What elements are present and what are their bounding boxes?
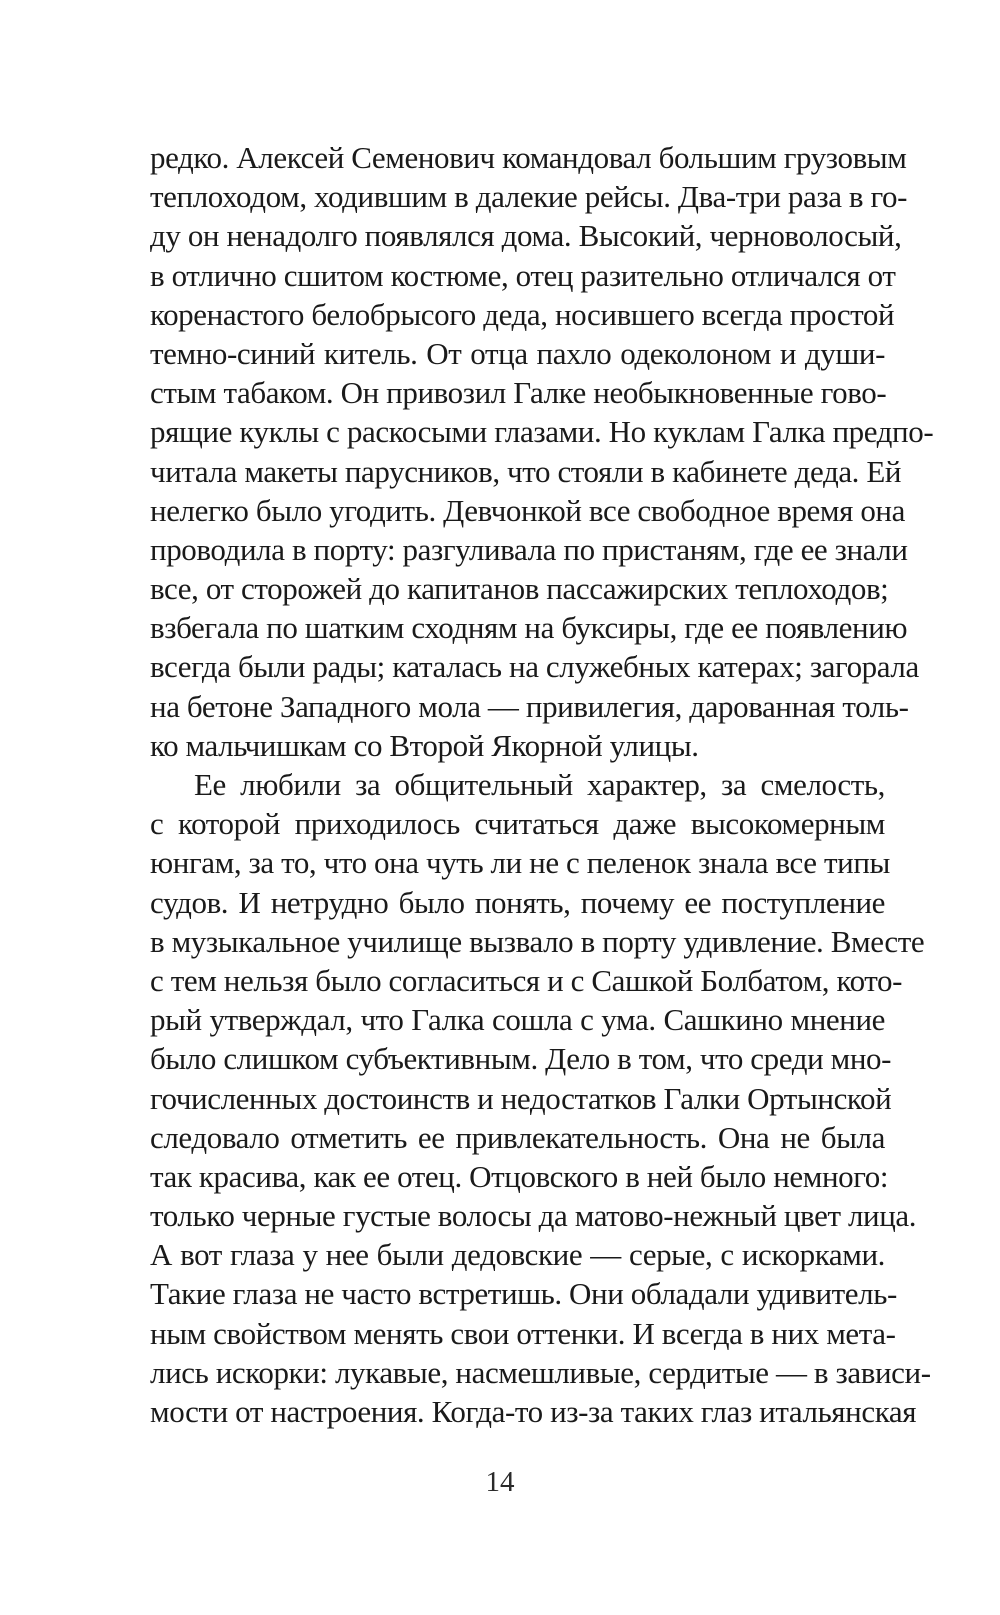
text-line: Ее любили за общительный характер, за смелость,: [194, 767, 885, 802]
text-line: ду он ненадолго появлялся дома. Высокий, черноволосый,: [150, 218, 902, 254]
text-line: коренастого белобрысого деда, носившего всегда простой: [150, 296, 895, 332]
text-line: Такие глаза не часто встретишь. Они обладали удивитель-: [150, 1276, 897, 1312]
text-line: все, от сторожей до капитанов пассажирских теплоходов;: [150, 571, 889, 607]
text-line: ко мальчишкам со Второй Якорной улицы.: [150, 727, 699, 763]
text-line: так красива, как ее отец. Отцовского в ней было немного:: [150, 1158, 889, 1194]
paragraph-1: [150, 138, 934, 765]
text-line: в отлично сшитом костюме, отец разительно отличался от: [150, 257, 896, 293]
text-line: рый утверждал, что Галка сошла с ума. Сашкино мнение: [150, 1002, 885, 1038]
text-line: мости от настроения. Когда-то из-за таких глаз итальянская: [150, 1394, 917, 1429]
text-line: редко. Алексей Семенович командовал большим грузовым: [150, 140, 907, 175]
text-line: гочисленных достоинств и недостатков Галки Ортынской: [150, 1080, 892, 1116]
text-line: проводила в порту: разгуливала по пристаням, где ее знали: [150, 531, 908, 567]
text-line: темно-синий китель. От отца пахло одеколоном и души-: [150, 335, 885, 371]
text-line: стым табаком. Он привозил Галке необыкновенные гово-: [150, 375, 887, 411]
text-line: юнгам, за то, что она чуть ли не с пеленок знала все типы: [150, 845, 890, 881]
text-line: было слишком субъективным. Дело в том, что среди мно-: [150, 1041, 892, 1077]
text-line: всегда были рады; каталась на служебных катерах; загорала: [150, 649, 919, 685]
text-line: судов. И нетрудно было понять, почему ее поступление: [150, 884, 885, 920]
paragraph-2: [150, 765, 931, 1431]
text-line: только черные густые волосы да матово-нежный цвет лица.: [150, 1198, 917, 1234]
text-line: следовало отметить ее привлекательность. Она не была: [150, 1119, 885, 1155]
text-line: ным свойством менять свои оттенки. И всегда в них мета-: [150, 1315, 896, 1351]
body-text: [150, 138, 934, 1431]
text-line: на бетоне Западного мола — привилегия, дарованная толь-: [150, 688, 909, 724]
text-line: нелегко было угодить. Девчонкой все свободное время она: [150, 492, 905, 528]
text-line: рящие куклы с раскосыми глазами. Но куклам Галка предпо-: [150, 414, 934, 450]
text-line: взбегала по шатким сходням на буксиры, где ее появлению: [150, 610, 908, 646]
text-line: с тем нельзя было согласиться и с Сашкой Болбатом, кото-: [150, 962, 903, 998]
text-line: А вот глаза у нее были дедовские — серые, с искорками.: [150, 1237, 885, 1273]
text-line: лись искорки: лукавые, насмешливые, сердитые — в зависи-: [150, 1354, 931, 1390]
text-line: читала макеты парусников, что стояли в кабинете деда. Ей: [150, 453, 902, 489]
page-number: 14: [485, 1466, 515, 1498]
text-line: с которой приходилось считаться даже высокомерным: [150, 806, 885, 842]
text-line: в музыкальное училище вызвало в порту удивление. Вместе: [150, 923, 925, 959]
text-line: теплоходом, ходившим в далекие рейсы. Два-три раза в го-: [150, 179, 908, 215]
